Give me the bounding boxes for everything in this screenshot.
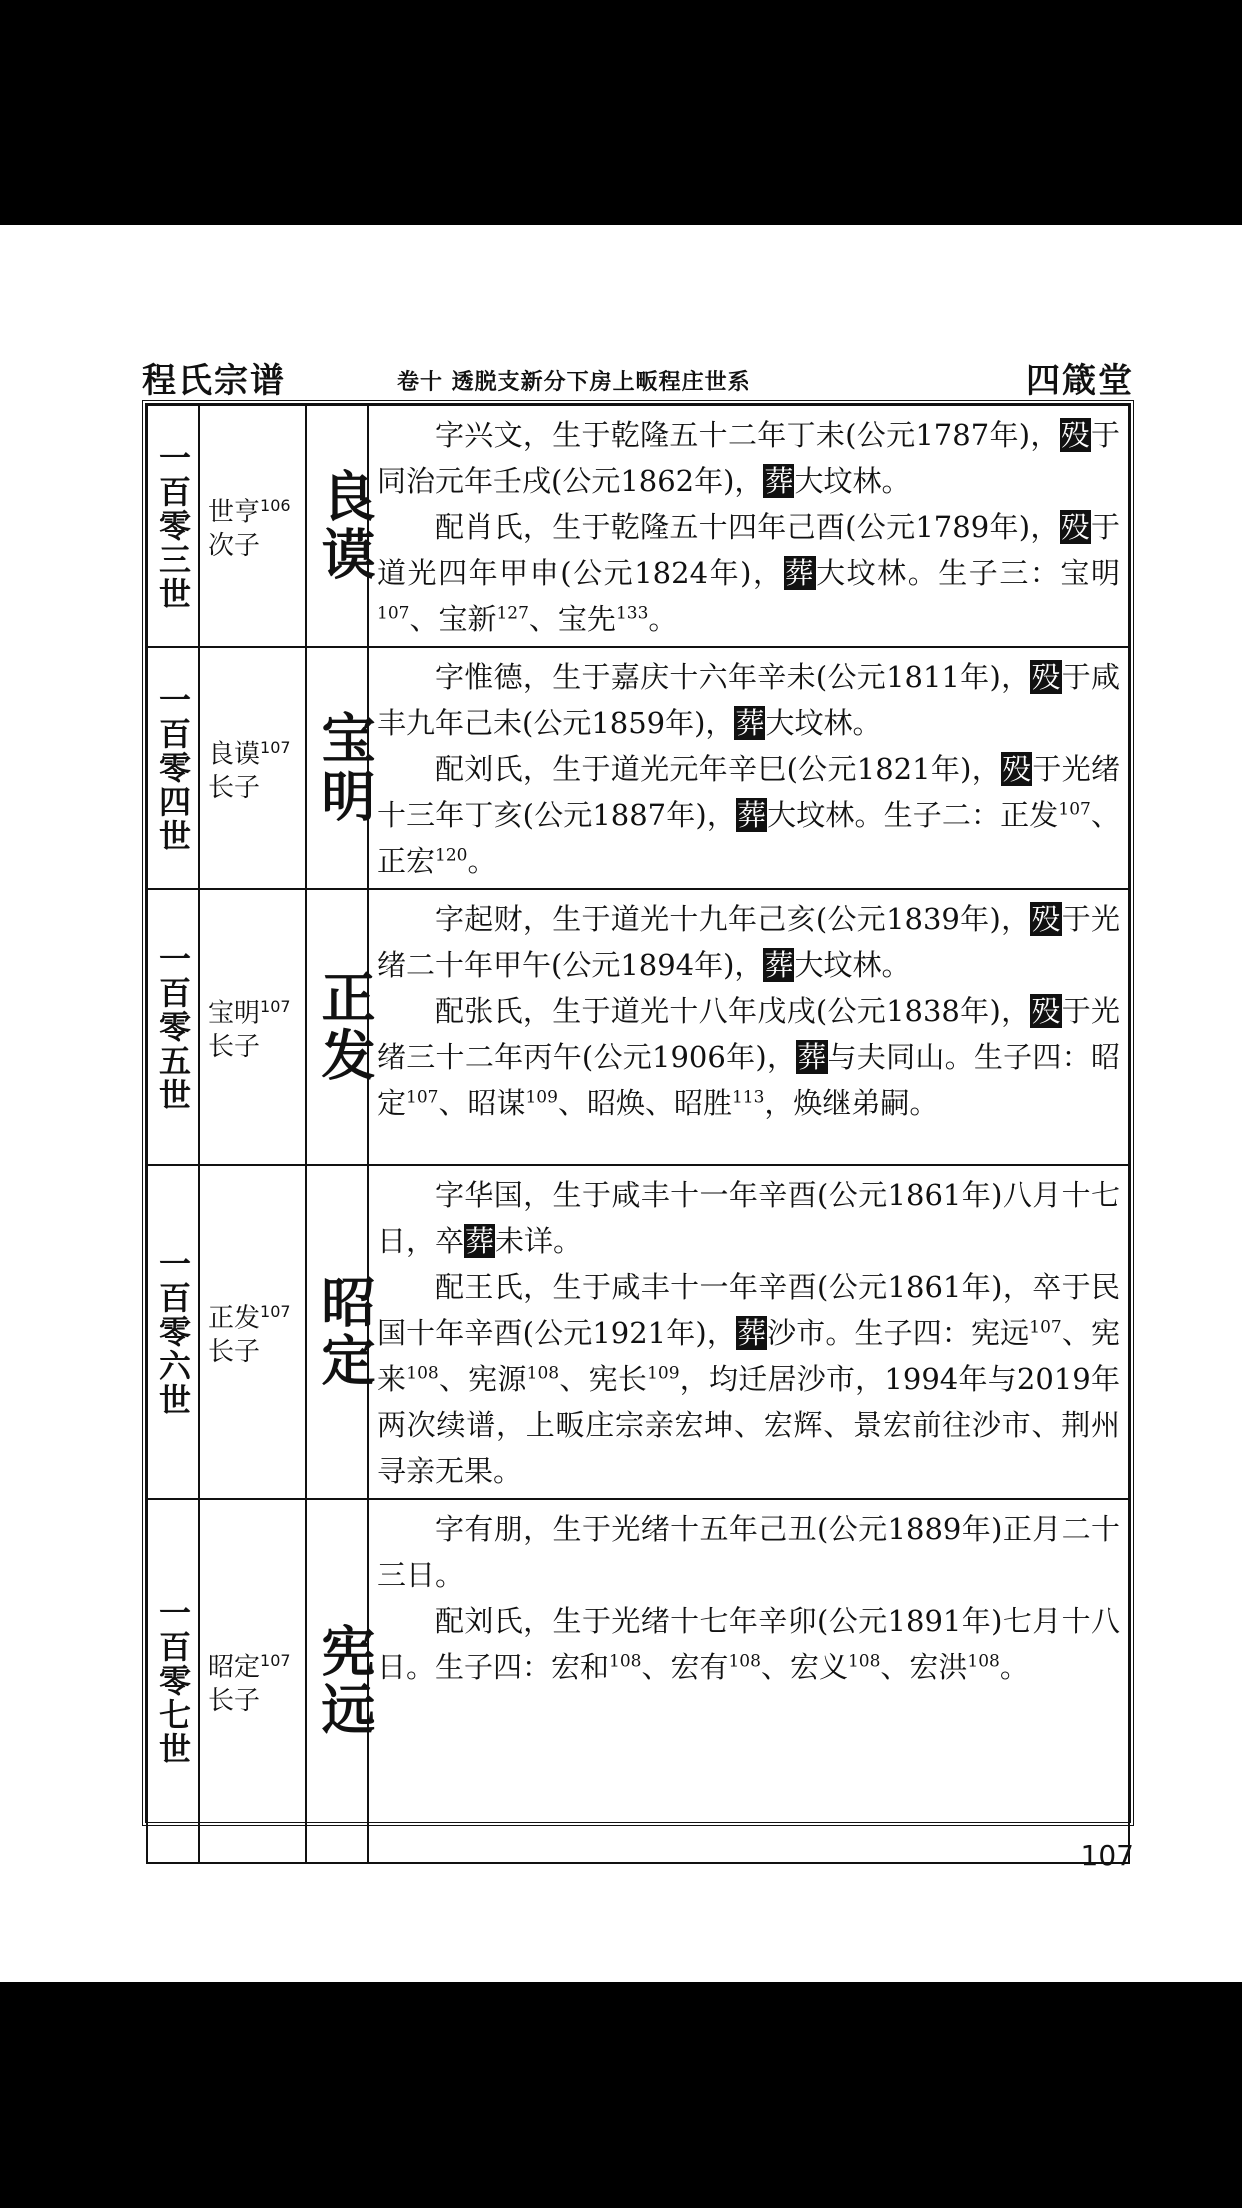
volume-title: 卷十 透脱支新分下房上畈程庄世系	[397, 369, 751, 395]
relation: 长子	[208, 773, 261, 804]
highlighted-char: 葬	[764, 464, 794, 498]
highlighted-char: 殁	[1031, 660, 1061, 694]
relation: 长子	[208, 1337, 261, 1368]
text-run: 大坟林。	[794, 464, 911, 498]
generation-cell	[147, 405, 199, 647]
highlighted-char: 殁	[1002, 752, 1032, 786]
page-ref: 107	[1058, 799, 1091, 820]
father-info	[200, 1644, 305, 1719]
generation-cell	[147, 889, 199, 1165]
generation-cell	[147, 1499, 199, 1863]
highlighted-char: 殁	[1060, 418, 1090, 452]
father-name: 正发	[208, 1303, 261, 1334]
biography-paragraph	[377, 1172, 1120, 1264]
highlighted-char: 殁	[1031, 994, 1061, 1028]
page-ref: 107	[1029, 1317, 1062, 1338]
text-run: 配肖氏，生于乾隆五十四年己酉(公元1789年)，	[435, 510, 1060, 544]
generation-row	[147, 1165, 1129, 1499]
running-header	[142, 353, 1134, 399]
text-run: 未详。	[495, 1224, 583, 1258]
biography-paragraph	[377, 988, 1120, 1126]
genealogy-table-frame	[142, 400, 1134, 1826]
page	[0, 225, 1242, 1982]
text-run: 大坟林。生子三：宝明	[816, 556, 1120, 590]
text-run: 字惟德，生于嘉庆十六年辛未(公元1811年)，	[435, 660, 1031, 694]
text-run: 于光绪十三年丁亥(公元1887年)，	[377, 752, 1120, 832]
text-run: 字起财，生于道光十九年己亥(公元1839年)，	[435, 902, 1031, 936]
page-ref: 109	[647, 1363, 680, 1384]
page-ref: 109	[525, 1087, 558, 1108]
biography-cell	[368, 1165, 1129, 1499]
text-run: 、宝先	[528, 602, 616, 636]
biography-paragraph	[377, 412, 1120, 504]
text-run: 。	[648, 602, 678, 636]
page-ref: 108	[967, 1651, 1000, 1672]
father-info	[200, 489, 305, 564]
father-page-ref: 107	[260, 1301, 291, 1321]
page-ref: 108	[728, 1651, 761, 1672]
hall-name: 四箴堂	[1026, 361, 1134, 401]
text-run: 大坟林。	[765, 706, 882, 740]
name-cell	[306, 889, 377, 1165]
highlighted-char: 葬	[764, 948, 794, 982]
person-name: 宝明	[313, 710, 377, 826]
text-run: 、昭谋	[438, 1086, 526, 1120]
father-cell	[199, 1165, 306, 1499]
generation-row	[147, 647, 1129, 889]
page-ref: 108	[847, 1651, 881, 1672]
text-run: 大坟林。	[794, 948, 911, 982]
page-ref: 127	[496, 603, 529, 624]
genealogy-table	[146, 404, 1130, 1864]
father-info	[200, 731, 305, 806]
text-run: 字兴文，生于乾隆五十二年丁未(公元1787年)，	[435, 418, 1060, 452]
text-run: 。	[999, 1650, 1029, 1684]
name-cell	[306, 1165, 377, 1499]
father-page-ref: 107	[260, 737, 291, 757]
highlighted-char: 葬	[735, 706, 765, 740]
generation-label: 一百零六世	[154, 1247, 192, 1417]
father-name: 宝明	[208, 998, 261, 1029]
page-ref: 108	[526, 1363, 560, 1384]
father-info	[200, 1295, 305, 1370]
generation-label: 一百零四世	[154, 683, 192, 853]
page-ref: 108	[609, 1651, 642, 1672]
text-run: 大坟林。生子二：正发	[767, 798, 1059, 832]
text-run: 、宝新	[409, 602, 497, 636]
page-ref: 113	[731, 1087, 765, 1108]
text-run: 、宏洪	[880, 1650, 968, 1684]
page-ref: 120	[435, 845, 468, 866]
page-number: 107	[1080, 1839, 1134, 1872]
highlighted-char: 葬	[465, 1224, 495, 1258]
person-name: 宪远	[313, 1623, 377, 1739]
text-run: 。	[467, 844, 497, 878]
text-run: 、昭焕、昭胜	[557, 1086, 732, 1120]
text-run: 、宪长	[559, 1362, 648, 1396]
text-run: 配刘氏，生于光绪十七年辛卯(公元1891年)七月十八日。生子四：宏和	[377, 1604, 1120, 1684]
text-run: 配张氏，生于道光十八年戊戌(公元1838年)，	[435, 994, 1031, 1028]
father-name: 良谟	[208, 739, 261, 770]
text-run: 于咸丰九年己未(公元1859年)，	[377, 660, 1120, 740]
biography-paragraph	[377, 654, 1120, 746]
text-run: ，均迁居沙市，1994年与2019年两次续谱，上畈庄宗亲宏坤、宏辉、景宏前往沙市、荆州寻亲无果。	[377, 1362, 1120, 1488]
text-run: 与夫同山。生子四：昭定	[377, 1040, 1120, 1120]
text-run: 、宏义	[760, 1650, 848, 1684]
page-ref: 108	[406, 1363, 439, 1384]
name-cell	[306, 405, 377, 647]
biography-paragraph	[377, 504, 1120, 642]
generation-row	[147, 405, 1129, 647]
text-run: 沙市。生子四：宪远	[767, 1316, 1030, 1350]
highlighted-char: 殁	[1031, 902, 1061, 936]
text-run: 于同治元年壬戌(公元1862年)，	[377, 418, 1120, 498]
generation-label: 一百零七世	[154, 1596, 192, 1766]
generation-label: 一百零五世	[154, 942, 192, 1112]
biography-paragraph	[377, 896, 1120, 988]
father-cell	[199, 1499, 306, 1863]
text-run: 、正宏	[377, 798, 1120, 878]
page-ref: 107	[377, 603, 410, 624]
highlighted-char: 葬	[736, 1316, 767, 1350]
biography-cell	[368, 1499, 1129, 1863]
biography-paragraph	[377, 1506, 1120, 1598]
father-cell	[199, 889, 306, 1165]
generation-row	[147, 1499, 1129, 1863]
page-ref: 107	[406, 1087, 439, 1108]
name-cell	[306, 1499, 377, 1863]
text-run: 于光绪三十二年丙午(公元1906年)，	[377, 994, 1120, 1074]
relation: 长子	[208, 1686, 261, 1717]
text-run: 于光绪二十年甲午(公元1894年)，	[377, 902, 1120, 982]
highlighted-char: 葬	[797, 1040, 827, 1074]
father-page-ref: 107	[260, 1650, 291, 1670]
father-cell	[199, 647, 306, 889]
person-name: 良谟	[313, 468, 377, 584]
text-run: 、宪源	[438, 1362, 527, 1396]
text-run: 、宏有	[641, 1650, 729, 1684]
highlighted-char: 葬	[784, 556, 816, 590]
highlighted-char: 葬	[736, 798, 767, 832]
father-cell	[199, 405, 306, 647]
text-run: 配王氏，生于咸丰十一年辛酉(公元1861年)，卒于民国十年辛酉(公元1921年)，	[377, 1270, 1120, 1350]
biography-paragraph	[377, 746, 1120, 884]
person-name: 昭定	[313, 1274, 377, 1390]
person-name: 正发	[313, 969, 377, 1085]
biography-paragraph	[377, 1264, 1120, 1494]
father-name: 昭定	[208, 1652, 261, 1683]
father-page-ref: 106	[260, 495, 291, 515]
text-run: 字有朋，生于光绪十五年己丑(公元1889年)正月二十三日。	[377, 1512, 1120, 1592]
text-run: ，焕继弟嗣。	[764, 1086, 939, 1120]
page-ref: 133	[615, 603, 649, 624]
name-cell	[306, 647, 377, 889]
text-run: 配刘氏，生于道光元年辛巳(公元1821年)，	[435, 752, 1002, 786]
father-name: 世亨	[208, 497, 261, 528]
highlighted-char: 殁	[1060, 510, 1090, 544]
generation-row	[147, 889, 1129, 1165]
relation: 次子	[208, 531, 261, 562]
book-title: 程氏宗谱	[142, 361, 286, 401]
text-run: 于道光四年甲申(公元1824年)，	[377, 510, 1120, 590]
generation-cell	[147, 1165, 199, 1499]
biography-cell	[368, 889, 1129, 1165]
father-page-ref: 107	[260, 996, 291, 1016]
generation-label: 一百零三世	[154, 441, 192, 611]
relation: 长子	[208, 1032, 261, 1063]
generation-cell	[147, 647, 199, 889]
biography-cell	[368, 647, 1129, 889]
father-info	[200, 990, 305, 1065]
text-run: 字华国，生于咸丰十一年辛酉(公元1861年)八月十七日，卒	[377, 1178, 1120, 1258]
biography-paragraph	[377, 1598, 1120, 1690]
biography-cell	[368, 405, 1129, 647]
text-run: 、宪来	[377, 1316, 1120, 1396]
